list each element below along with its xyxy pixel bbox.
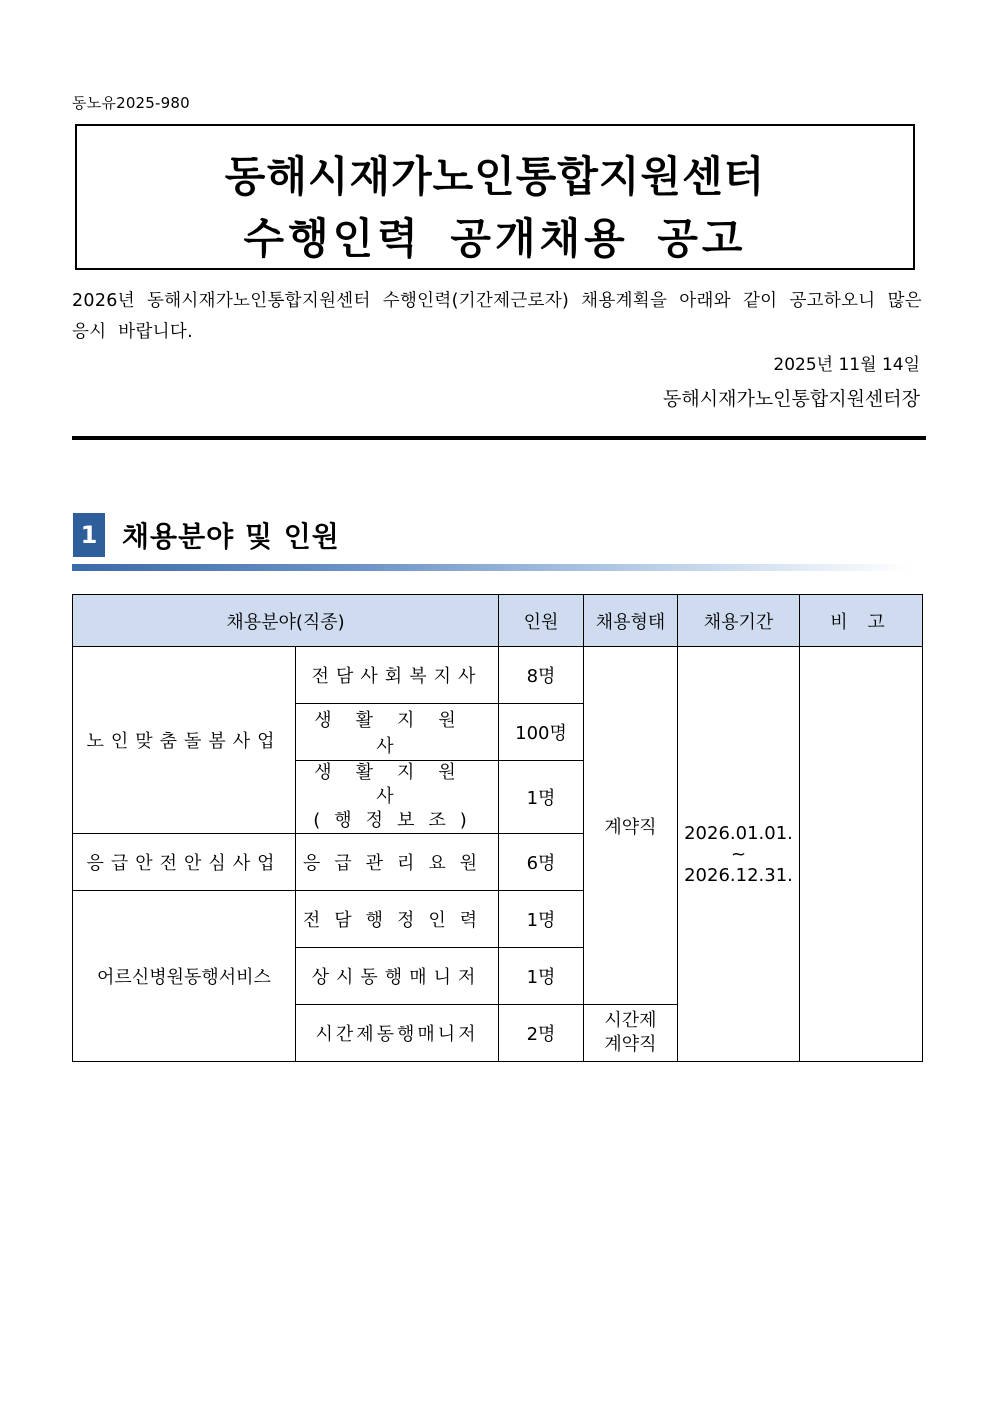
count-cell: 1명: [499, 948, 584, 1005]
employment-type-line1: 시간제: [604, 1010, 657, 1031]
job-label: 생활지원사: [314, 762, 480, 807]
count-cell: 2명: [499, 1005, 584, 1062]
job-cell: [296, 834, 499, 891]
table-header-row: [73, 595, 923, 647]
group-cell-2: [73, 834, 296, 891]
job-label: 전담사회복지사: [311, 666, 483, 687]
group-label: 어르신병원동행서비스: [97, 967, 271, 988]
count-cell: 8명: [499, 647, 584, 704]
period-end: 2026.12.31.: [684, 864, 793, 886]
employment-type-cell: 계약직: [584, 647, 678, 1005]
group-label: 노인맞춤돌봄사업: [86, 731, 282, 752]
divider-rule: [72, 436, 926, 440]
table-row: [73, 647, 923, 704]
header-note: [800, 595, 923, 647]
recruitment-table: [72, 594, 923, 1062]
job-label: 전담행정인력: [302, 910, 492, 931]
job-label: 응급관리요원: [302, 853, 492, 874]
job-cell: [296, 647, 499, 704]
section-title: 채용분야 및 인원: [122, 520, 340, 553]
header-note-label: 비 고: [830, 611, 892, 633]
intro-text: 2026년 동해시재가노인통합지원센터 수행인력(기간제근로자) 채용계획을 아래와 같이 공고하오니 많은 응시 바랍니다.: [72, 291, 922, 342]
employment-type-line2: 계약직: [604, 1034, 657, 1055]
section-number-badge: 1: [73, 513, 105, 557]
period-start: 2026.01.01.: [684, 822, 793, 844]
announcement-date: 2025년 11월 14일: [773, 355, 920, 375]
issuer-name: 동해시재가노인통합지원센터장: [663, 388, 920, 410]
period-cell: [678, 647, 800, 1062]
group-cell-3: [73, 891, 296, 1062]
employment-type-cell-last: [584, 1005, 678, 1062]
count-cell: 1명: [499, 891, 584, 948]
job-label-sub: (행정보조): [313, 810, 481, 831]
title-line-1: 동해시재가노인통합지원센터: [224, 152, 766, 201]
job-cell: [296, 704, 499, 761]
job-cell: [296, 1005, 499, 1062]
period-separator: ~: [730, 843, 747, 865]
document-number: 동노유2025-980: [72, 94, 190, 112]
group-label: 응급안전안심사업: [86, 853, 282, 874]
job-cell: [296, 891, 499, 948]
job-cell: [296, 948, 499, 1005]
title-line-2: 수행인력 공개채용 공고: [243, 214, 747, 263]
header-field: 채용분야(직종): [73, 595, 499, 647]
count-cell: 100명: [499, 704, 584, 761]
job-cell: [296, 761, 499, 834]
job-label: 시간제동행매니저: [315, 1024, 479, 1045]
section-underline-bar: [72, 564, 912, 571]
count-cell: 1명: [499, 761, 584, 834]
header-type: 채용형태: [584, 595, 678, 647]
note-cell: [800, 647, 923, 1062]
header-period: 채용기간: [678, 595, 800, 647]
job-label: 생활지원사: [314, 710, 480, 757]
header-count: 인원: [499, 595, 584, 647]
title-box: [75, 124, 915, 270]
job-label: 상시동행매니저: [311, 967, 483, 988]
count-cell: 6명: [499, 834, 584, 891]
group-cell-1: [73, 647, 296, 834]
